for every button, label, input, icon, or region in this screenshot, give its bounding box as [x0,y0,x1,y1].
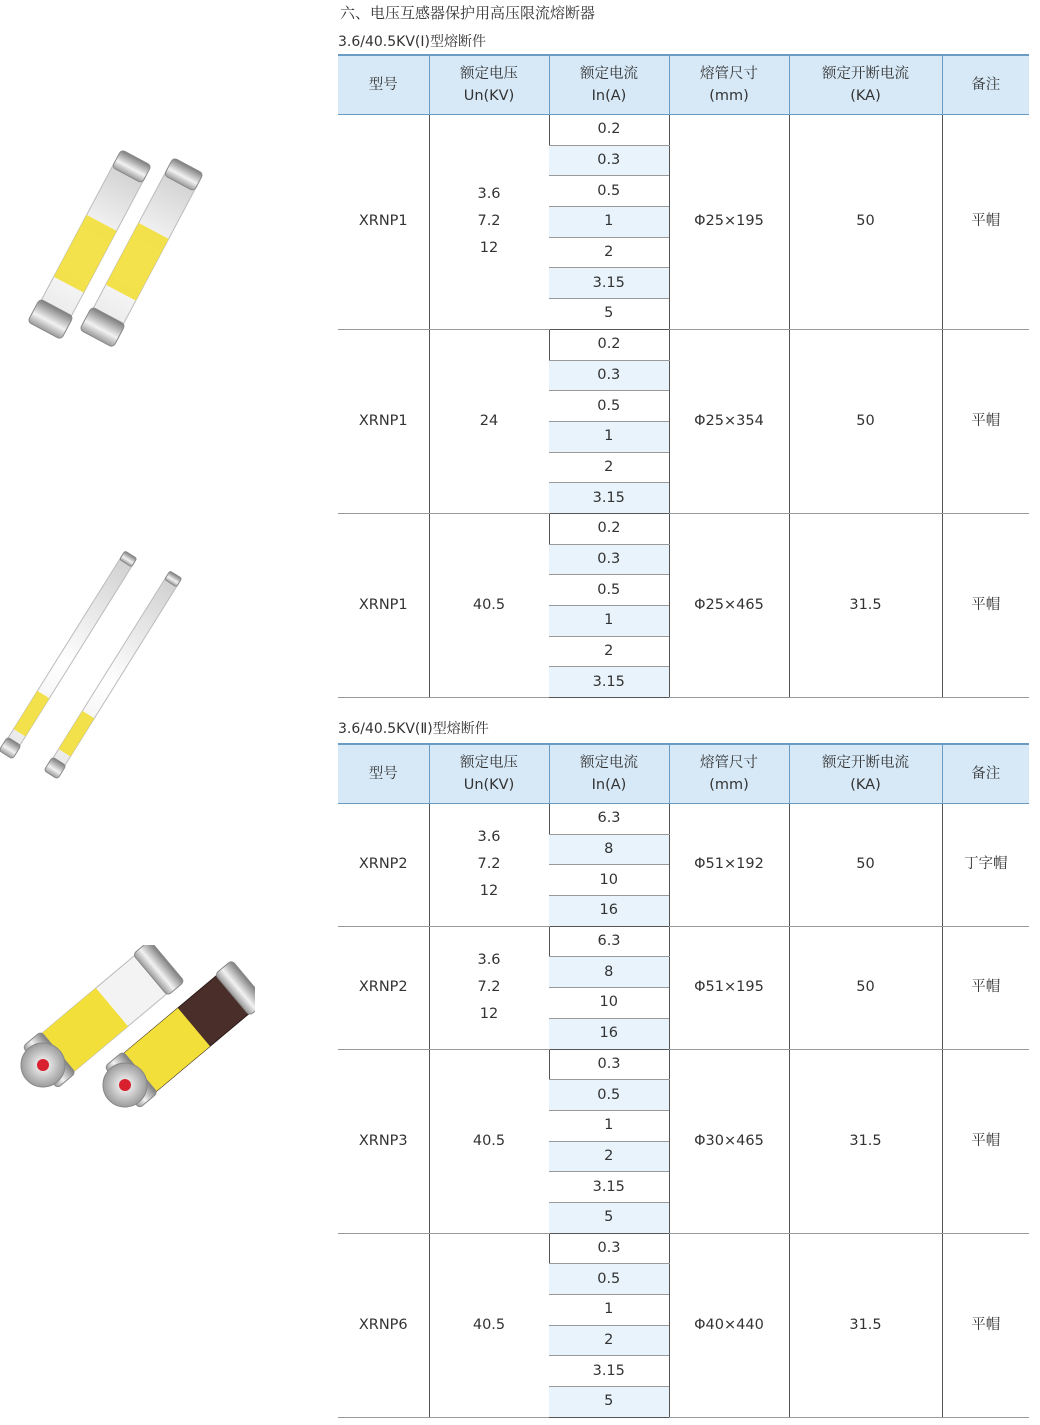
current-cell: 16 [549,896,669,927]
model-cell: XRNP1 [338,329,429,513]
voltage-value: 7.2 [477,856,501,873]
current-cell: 0.3 [549,360,669,391]
voltage-value: 40.5 [472,1132,506,1149]
note-cell: 平帽 [942,329,1029,513]
header-breaking-line: 额定开断电流 [822,755,909,771]
current-cell: 6.3 [549,804,669,835]
voltage-value: 7.2 [477,213,501,230]
model-cell: XRNP2 [338,804,429,927]
current-cell: 0.3 [549,145,669,176]
model-cell: XRNP6 [338,1233,429,1417]
current-cell: 1 [549,207,669,238]
fuse-spec-table-2 [338,743,1029,1418]
current-cell: 2 [549,1141,669,1172]
voltage-value: 3.6 [477,829,501,846]
header-current-line: 额定电流 [580,755,638,771]
header-model: 型号 [338,744,429,804]
note-cell: 平帽 [942,1233,1029,1417]
current-cell: 0.2 [549,513,669,544]
header-voltage-line: 额定电压 [460,755,518,771]
voltage-value: 7.2 [477,979,501,996]
voltage-cell [429,1233,549,1417]
voltage-value: 40.5 [472,597,506,613]
voltage-cell [429,329,549,513]
header-voltage-line: Un(KV) [463,777,515,793]
header-size [669,744,789,804]
header-breaking [789,744,942,804]
header-breaking [789,55,942,115]
voltage-value: 12 [479,240,499,257]
header-size-line: (mm) [709,88,749,104]
voltage-cell [429,513,549,697]
table-row [338,1233,1029,1264]
current-cell: 5 [549,1387,669,1418]
current-cell: 1 [549,606,669,637]
fuse-photo-indicator [15,945,255,1125]
header-breaking-line: (KA) [850,777,881,793]
model-cell: XRNP2 [338,926,429,1049]
model-cell: XRNP3 [338,1049,429,1233]
header-current-line: In(A) [591,777,627,793]
header-row [338,55,1029,115]
current-cell: 3.15 [549,268,669,299]
model-cell: XRNP1 [338,115,429,330]
table-row [338,804,1029,835]
current-cell: 0.5 [549,176,669,207]
breaking-cell: 50 [789,804,942,927]
size-cell: Φ51×192 [669,804,789,927]
voltage-cell [429,115,549,330]
current-cell: 0.2 [549,115,669,146]
header-size-line: 熔管尺寸 [700,755,758,771]
breaking-cell: 31.5 [789,1233,942,1417]
note-cell: 丁字帽 [942,804,1029,927]
note-cell: 平帽 [942,926,1029,1049]
breaking-cell: 50 [789,115,942,330]
table1-title: 3.6/40.5KV(Ⅰ)型熔断件 [338,34,486,50]
voltage-value: 12 [479,883,499,900]
size-cell: Φ30×465 [669,1049,789,1233]
header-voltage [429,55,549,115]
current-cell: 3.15 [549,1356,669,1387]
table-row [338,115,1029,146]
current-cell: 0.5 [549,391,669,422]
current-cell: 5 [549,299,669,330]
note-cell: 平帽 [942,1049,1029,1233]
header-model: 型号 [338,55,429,115]
table-row [338,329,1029,360]
current-cell: 1 [549,421,669,452]
header-size-line: (mm) [709,777,749,793]
header-breaking-line: 额定开断电流 [822,66,909,82]
size-cell: Φ25×195 [669,115,789,330]
note-cell: 平帽 [942,513,1029,697]
breaking-cell: 50 [789,926,942,1049]
current-cell: 2 [549,452,669,483]
current-cell: 0.5 [549,575,669,606]
current-cell: 0.5 [549,1080,669,1111]
current-cell: 16 [549,1018,669,1049]
current-cell: 0.3 [549,1049,669,1080]
header-note: 备注 [942,55,1029,115]
header-row [338,744,1029,804]
current-cell: 3.15 [549,1172,669,1203]
current-cell: 1 [549,1295,669,1326]
breaking-cell: 31.5 [789,1049,942,1233]
header-current [549,744,669,804]
note-cell: 平帽 [942,115,1029,330]
header-current-line: 额定电流 [580,66,638,82]
size-cell: Φ25×465 [669,513,789,697]
current-cell: 3.15 [549,483,669,514]
header-voltage-line: 额定电压 [460,66,518,82]
voltage-value: 3.6 [477,952,501,969]
table-row [338,926,1029,957]
header-size-line: 熔管尺寸 [700,66,758,82]
voltage-value: 24 [479,412,499,429]
fuse-photo-short-white [10,115,250,350]
current-cell: 2 [549,1325,669,1356]
size-cell: Φ51×195 [669,926,789,1049]
size-cell: Φ40×440 [669,1233,789,1417]
current-cell: 1 [549,1110,669,1141]
current-cell: 0.3 [549,1233,669,1264]
current-cell: 10 [549,988,669,1019]
table-row [338,513,1029,544]
header-voltage-line: Un(KV) [463,88,515,104]
voltage-cell [429,926,549,1049]
table-row [338,1049,1029,1080]
voltage-cell [429,1049,549,1233]
voltage-cell [429,804,549,927]
current-cell: 10 [549,865,669,896]
current-cell: 2 [549,636,669,667]
breaking-cell: 31.5 [789,513,942,697]
current-cell: 6.3 [549,926,669,957]
header-current-line: In(A) [591,88,627,104]
header-note: 备注 [942,744,1029,804]
current-cell: 8 [549,834,669,865]
fuse-spec-table-1 [338,54,1029,698]
table2-title: 3.6/40.5KV(Ⅱ)型熔断件 [338,721,489,737]
header-size [669,55,789,115]
voltage-value: 40.5 [472,1316,506,1333]
current-cell: 3.15 [549,667,669,698]
header-voltage [429,744,549,804]
header-breaking-line: (KA) [850,88,881,104]
voltage-value: 3.6 [477,186,501,203]
voltage-value: 12 [479,1006,499,1023]
current-cell: 8 [549,957,669,988]
current-cell: 0.5 [549,1264,669,1295]
section-heading: 六、电压互感器保护用高压限流熔断器 [340,4,596,22]
current-cell: 0.2 [549,329,669,360]
current-cell: 2 [549,237,669,268]
header-current [549,55,669,115]
model-cell: XRNP1 [338,513,429,697]
fuse-photo-long-thin [0,540,230,780]
current-cell: 0.3 [549,544,669,575]
current-cell: 5 [549,1202,669,1233]
breaking-cell: 50 [789,329,942,513]
size-cell: Φ25×354 [669,329,789,513]
